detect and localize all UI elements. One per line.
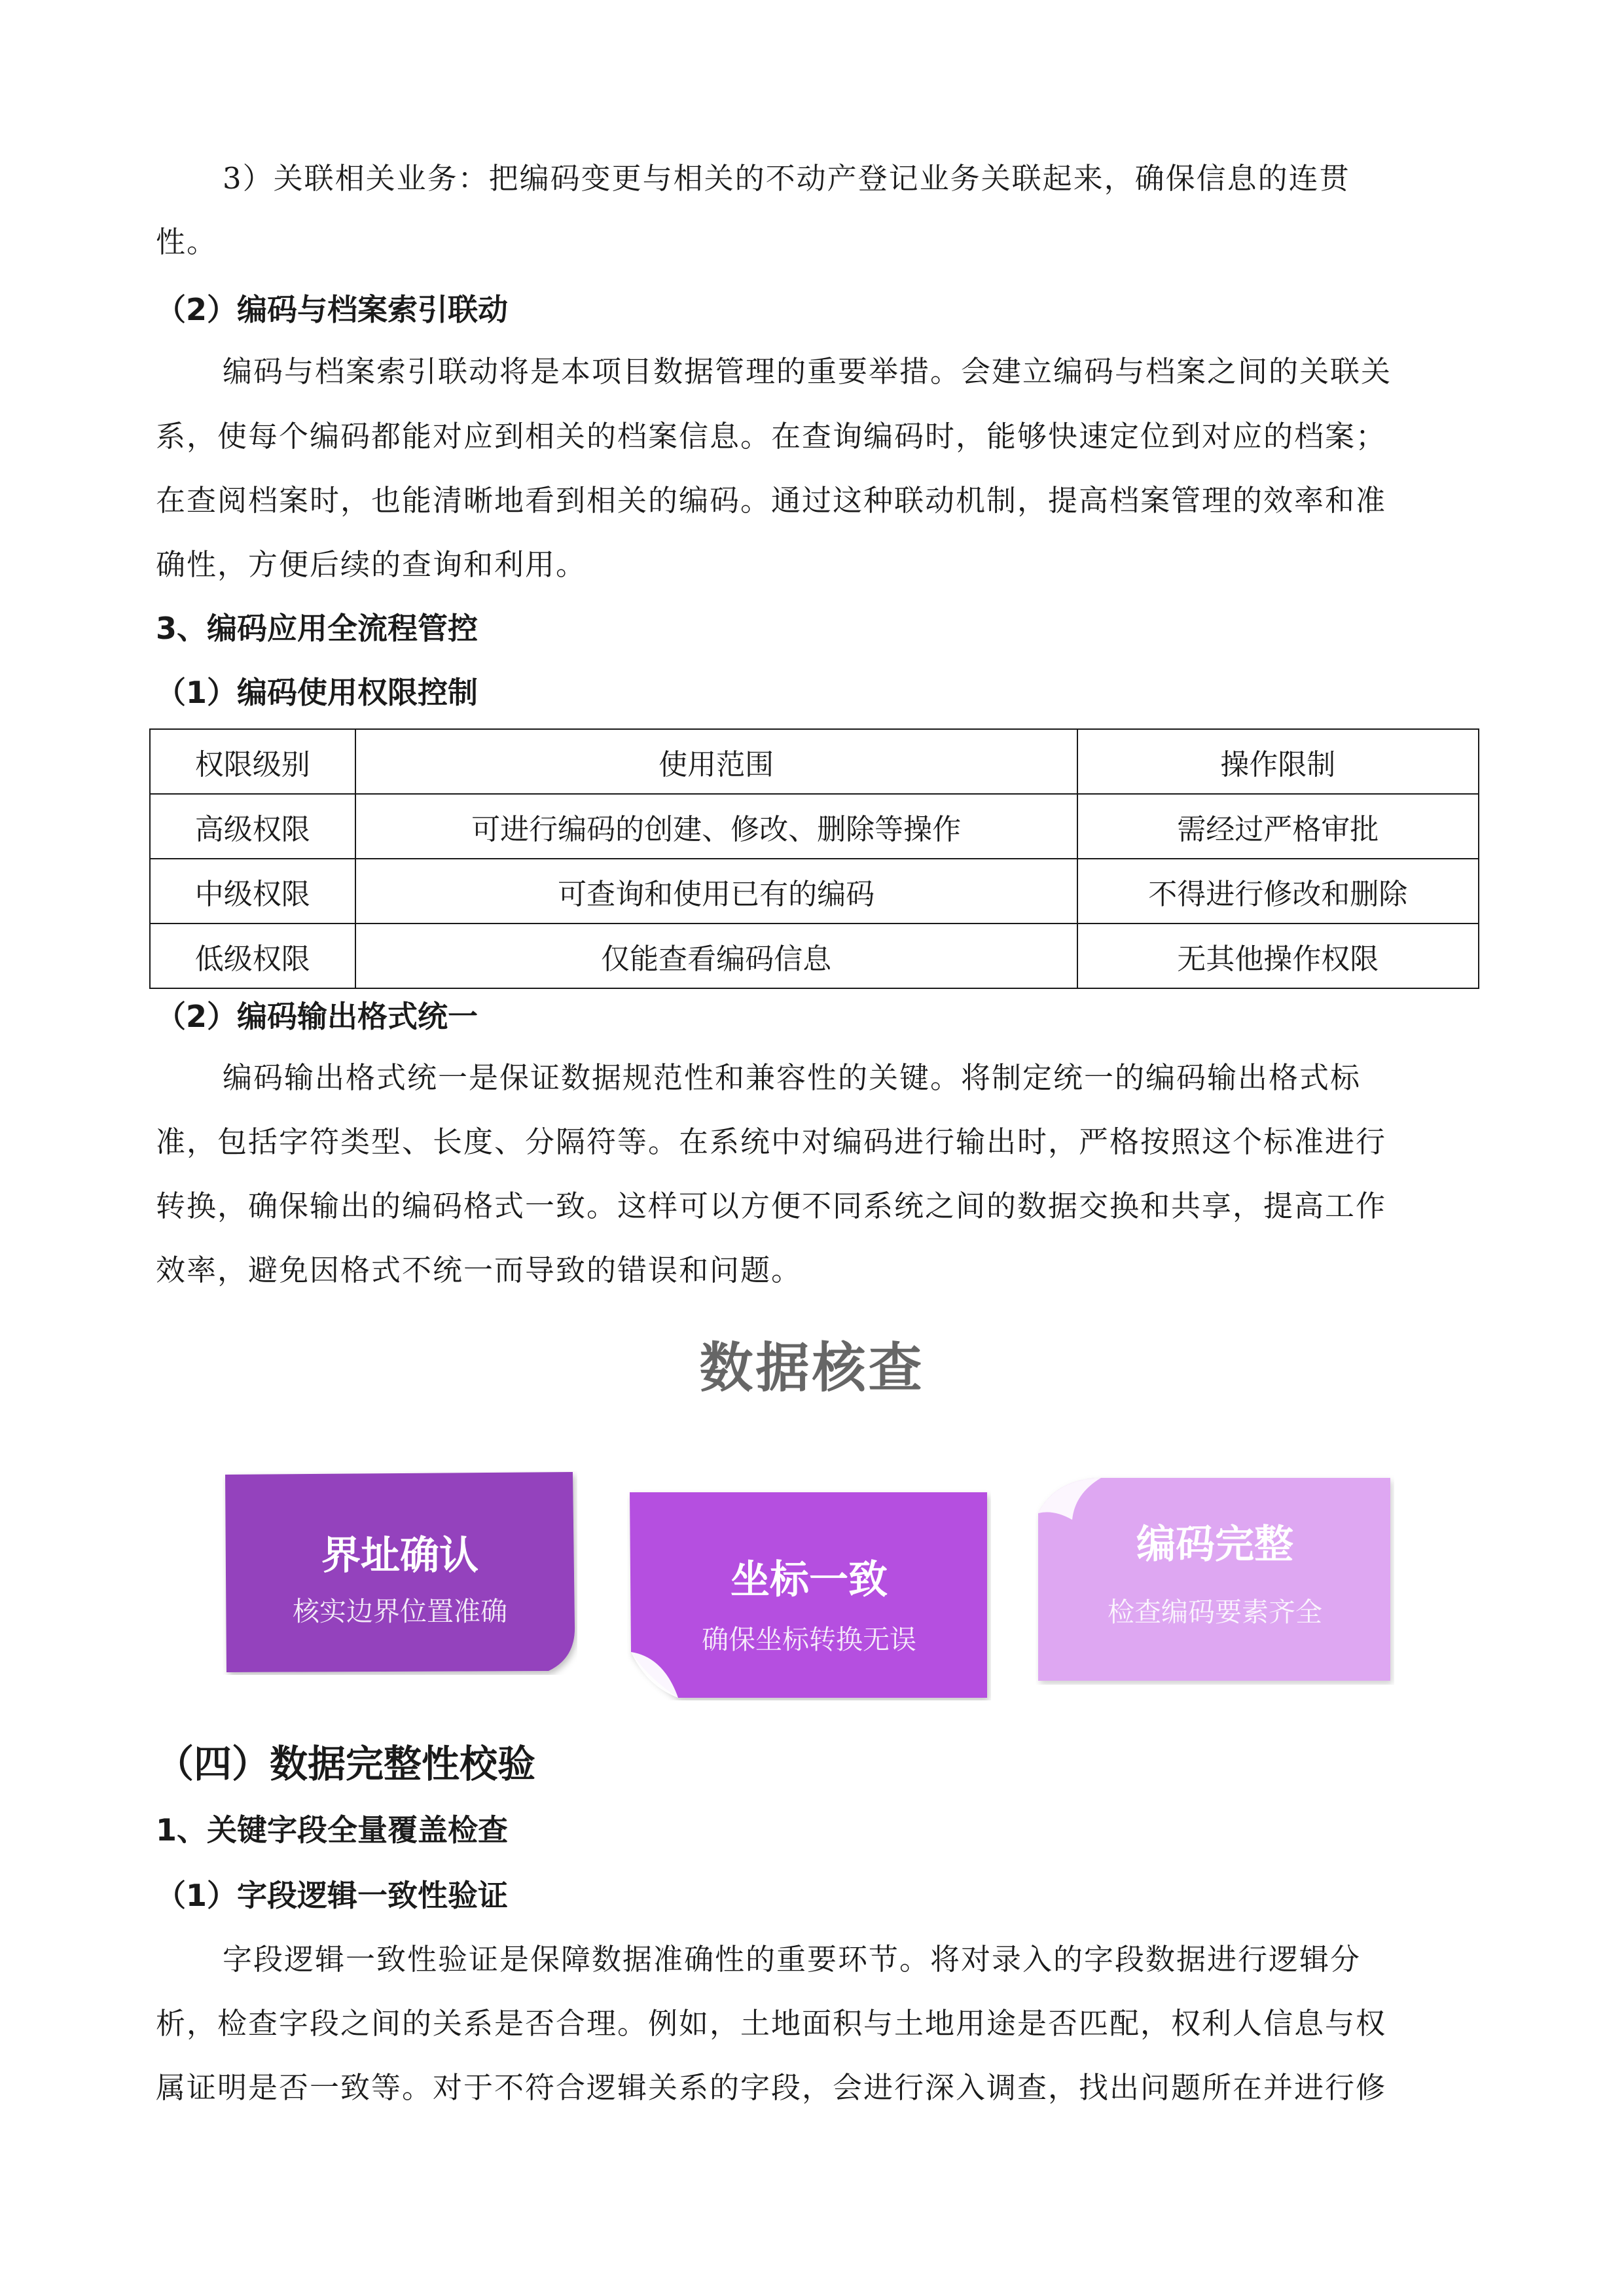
section-heading: （1）编码使用权限控制: [156, 675, 478, 710]
table-row: [150, 924, 1479, 988]
paragraph-line: 转换，确保输出的编码格式一致。这样可以方便不同系统之间的数据交换和共享，提高工作: [156, 1189, 1387, 1223]
card-coordinate-consistency: [627, 1490, 991, 1700]
section-heading: 3、编码应用全流程管控: [156, 611, 478, 646]
table-cell: 中级权限: [150, 859, 355, 924]
paragraph-line: 性。: [156, 224, 218, 259]
table-cell: 可进行编码的创建、修改、删除等操作: [355, 794, 1077, 859]
card-title: 坐标一致: [731, 1557, 888, 1603]
table-cell: 低级权限: [150, 924, 355, 988]
paragraph-line: 效率，避免因格式不统一而导致的错误和问题。: [156, 1253, 803, 1287]
table-cell: 高级权限: [150, 794, 355, 859]
table-cell: 需经过严格审批: [1077, 794, 1479, 859]
paragraph-line: 在查阅档案时，也能清晰地看到相关的编码。通过这种联动机制，提高档案管理的效率和准: [156, 483, 1387, 518]
section-heading: （2）编码与档案索引联动: [156, 292, 509, 327]
card-subtitle: 确保坐标转换无误: [702, 1624, 916, 1655]
card-title: 编码完整: [1136, 1522, 1293, 1568]
card-code-complete: [1036, 1474, 1394, 1685]
table-cell: 不得进行修改和删除: [1077, 859, 1479, 924]
paragraph-line: 系，使每个编码都能对应到相关的档案信息。在查询编码时，能够快速定位到对应的档案；: [156, 419, 1387, 454]
paragraph-line: 准，包括字符类型、长度、分隔符等。在系统中对编码进行输出时，严格按照这个标准进行: [156, 1124, 1387, 1159]
card-boundary-confirm: [223, 1471, 577, 1675]
table-row: [150, 794, 1479, 859]
card-subtitle: 核实边界位置准确: [293, 1596, 507, 1627]
section-heading: 1、关键字段全量覆盖检查: [156, 1812, 509, 1848]
card-title: 界址确认: [321, 1533, 478, 1579]
card-subtitle: 检查编码要素齐全: [1108, 1596, 1322, 1628]
table-header-row: [150, 729, 1479, 794]
paragraph-line: 属证明是否一致等。对于不符合逻辑关系的字段，会进行深入调查，找出问题所在并进行修: [156, 2070, 1387, 2105]
table-header-cell: 使用范围: [355, 729, 1077, 794]
paragraph-line: 字段逻辑一致性验证是保障数据准确性的重要环节。将对录入的字段数据进行逻辑分: [223, 1942, 1362, 1977]
card-background: [1036, 1474, 1394, 1685]
table-cell: 可查询和使用已有的编码: [355, 859, 1077, 924]
permission-table: [149, 728, 1479, 989]
diagram-title: 数据核查: [699, 1337, 925, 1399]
table-cell: 仅能查看编码信息: [355, 924, 1077, 988]
paragraph-line: 析，检查字段之间的关系是否合理。例如，土地面积与土地用途是否匹配，权利人信息与权: [156, 2006, 1387, 2041]
paragraph-line: 确性，方便后续的查询和利用。: [156, 547, 587, 582]
paragraph-line: 3）关联相关业务：把编码变更与相关的不动产登记业务关联起来，确保信息的连贯: [223, 161, 1350, 196]
table-header-cell: 操作限制: [1077, 729, 1479, 794]
section-heading: （1）字段逻辑一致性验证: [156, 1878, 509, 1913]
paragraph-line: 编码与档案索引联动将是本项目数据管理的重要举措。会建立编码与档案之间的关联关: [223, 354, 1392, 389]
table-cell: 无其他操作权限: [1077, 924, 1479, 988]
paragraph-line: 编码输出格式统一是保证数据规范性和兼容性的关键。将制定统一的编码输出格式标: [223, 1060, 1362, 1095]
table-row: [150, 859, 1479, 924]
chapter-heading: （四）数据完整性校验: [156, 1742, 536, 1786]
section-heading: （2）编码输出格式统一: [156, 999, 478, 1034]
table-header-cell: 权限级别: [150, 729, 355, 794]
